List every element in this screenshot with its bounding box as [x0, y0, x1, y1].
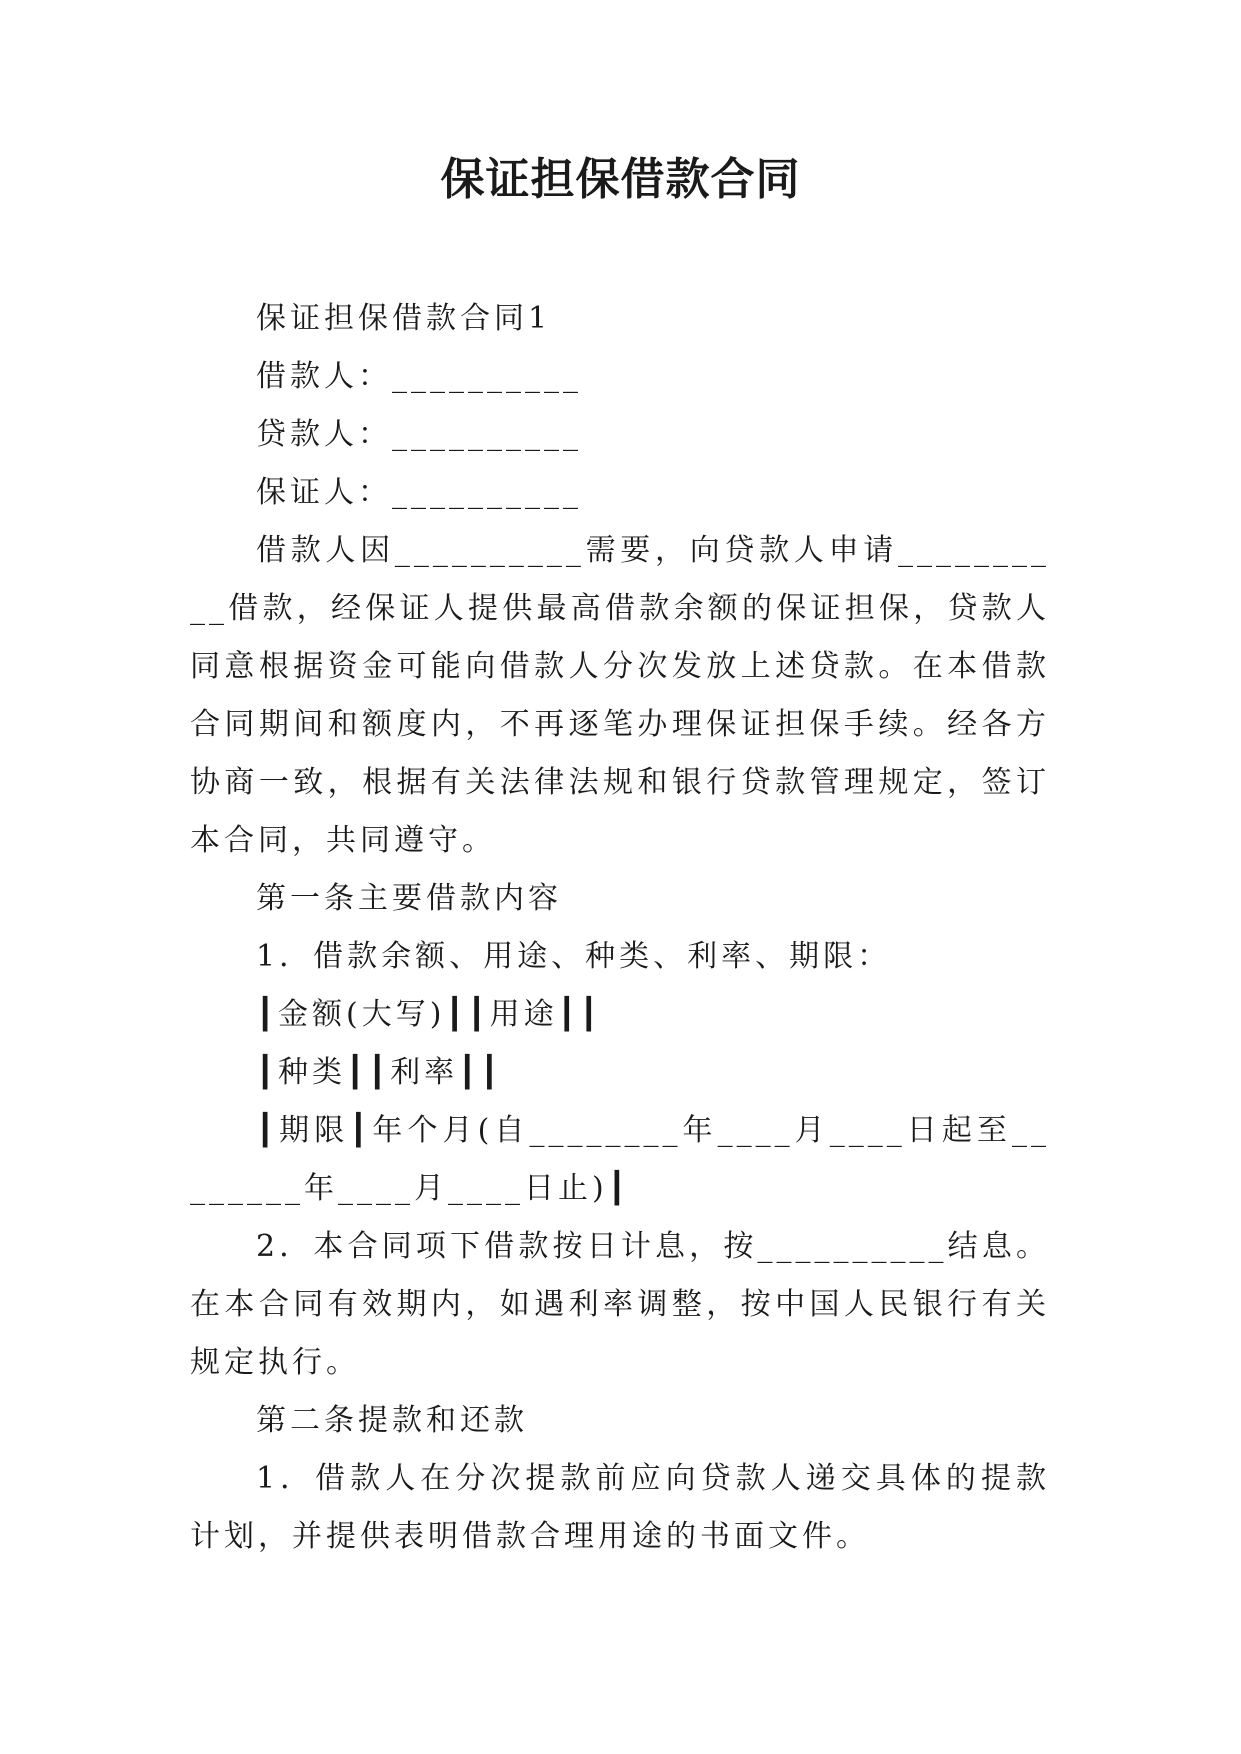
document-title: 保证担保借款合同: [440, 154, 801, 205]
borrower-line: 借款人：__________: [256, 359, 582, 394]
loan-table-row-type: ┃种类┃┃利率┃┃: [256, 1055, 503, 1090]
article-1-item-2: 2．本合同项下借款按日计息，按__________结息。在本合同有效期内，如遇利率调整，按中国人民银行有关规定执行。: [190, 1229, 1050, 1380]
article-1-item-1: 1．借款余额、用途、种类、利率、期限：: [256, 939, 892, 974]
preamble-paragraph: 借款人因__________需要，向贷款人申请__________借款，经保证人提供最高借款余额的保证担保，贷款人同意根据资金可能向借款人分次发放上述贷款。在本借款合同期间和额度内，不再逐笔办理保证担保手续。经各方协商一致，根据有关法律法规和银行贷款管理规定，签订本合同，共同遵守。: [190, 533, 1050, 858]
article-2-item-1: 1．借款人在分次提款前应向贷款人递交具体的提款计划，并提供表明借款合理用途的书面文件。: [190, 1461, 1050, 1554]
lender-line: 贷款人：__________: [256, 417, 582, 452]
loan-table-row-term: ┃期限┃年个月(自________年____月____日起至________年____月____日止)┃: [190, 1113, 1050, 1206]
article-2-heading: 第二条提款和还款: [256, 1403, 528, 1438]
contract-subtitle: 保证担保借款合同1: [256, 301, 552, 336]
loan-table-row-amount: ┃金额(大写)┃┃用途┃┃: [256, 997, 602, 1032]
article-1-heading: 第一条主要借款内容: [256, 881, 562, 916]
document-body: [190, 290, 1050, 1566]
guarantor-line: 保证人：__________: [256, 475, 582, 510]
